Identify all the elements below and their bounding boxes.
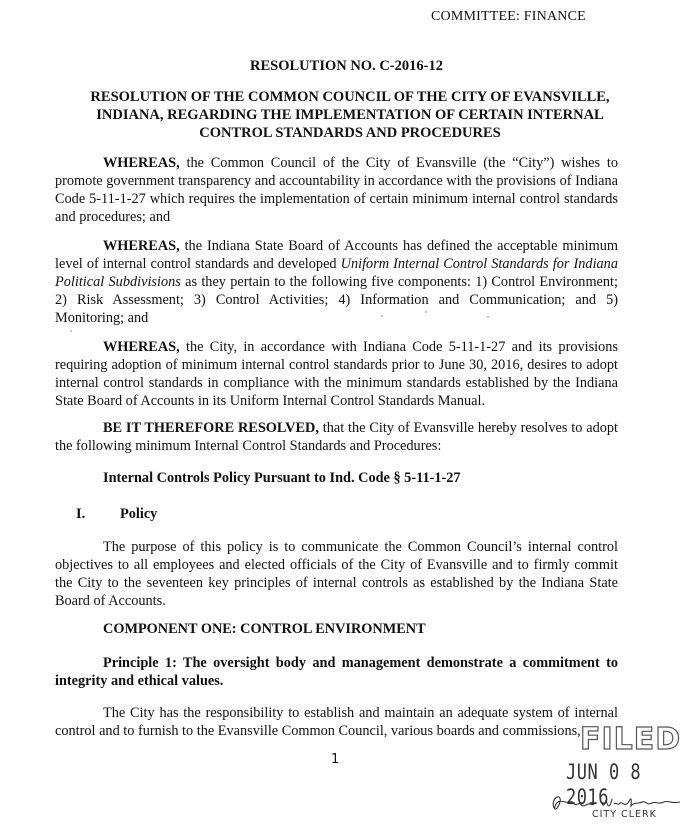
principle-heading: Principle 1: The oversight body and management demonstrate a commitment to integrity and ethical values. bbox=[55, 655, 618, 689]
whereas-text: the City, in accordance with Indiana Code 5-11-1-27 and its provisions requiring adoption of minimum internal control standards prior to June 30, 2016, desires to adopt internal control standards in compliance with the minimum standards established by the Indiana State Board of Accounts in its Uniform Internal Control Standards Manual. bbox=[55, 339, 618, 409]
title-line: INDIANA, REGARDING THE IMPLEMENTATION OF CERTAIN INTERNAL bbox=[96, 107, 604, 123]
component-heading: COMPONENT ONE: CONTROL ENVIRONMENT bbox=[103, 621, 426, 637]
policy-paragraph: The purpose of this policy is to communicate the Common Council’s internal control objectives to all employees and elected officials of the City of Evansville and to firmly commit the City to the seventeen key principles of internal controls as established by the Indiana State Board of Accounts. bbox=[55, 539, 618, 609]
city-clerk-label: CITY CLERK bbox=[592, 809, 657, 820]
resolved-lead: BE IT THEREFORE RESOLVED, bbox=[103, 420, 319, 436]
filed-stamp: FILED bbox=[580, 722, 682, 757]
whereas-lead: WHEREAS, bbox=[103, 155, 180, 171]
principle-paragraph: The City has the responsibility to establish and maintain an adequate system of internal control and to furnish to the Evansville Common Council, various boards and commissions, bbox=[55, 705, 618, 739]
whereas-text: as they pertain to the following five components: 1) Control Environment; 2) Risk Assessment; 3) Control Activities; 4) Information and Communication; and 5) Monitoring; and bbox=[55, 274, 618, 326]
filed-date: JUN 0 8 2016 bbox=[566, 760, 642, 810]
whereas-text: the Indiana State Board of Accounts has defined the acceptable minimum level of internal control standards and developed bbox=[55, 238, 618, 272]
page-number: 1 bbox=[331, 752, 340, 767]
title-line: RESOLUTION OF THE COMMON COUNCIL OF THE CITY OF EVANSVILLE, bbox=[90, 89, 610, 105]
section-number: I. bbox=[76, 506, 86, 522]
whereas-lead: WHEREAS, bbox=[103, 238, 180, 254]
policy-heading: Internal Controls Policy Pursuant to Ind. Code § 5-11-1-27 bbox=[103, 470, 461, 486]
resolved-text: that the City of Evansville hereby resolves to adopt the following minimum Internal Control Standards and Procedures: bbox=[55, 420, 619, 454]
whereas-lead: WHEREAS, bbox=[103, 339, 180, 355]
resolution-number: RESOLUTION NO. C-2016-12 bbox=[250, 58, 443, 74]
manual-title: Uniform Internal Control Standards for Indiana Political Subdivisions bbox=[55, 256, 618, 290]
committee-label: COMMITTEE: FINANCE bbox=[431, 9, 586, 24]
whereas-text: the Common Council of the City of Evansville (the “City”) wishes to promote government transparency and accountability in accordance with the provisions of Indiana Code 5-11-1-27 which requires the implementation of certain minimum internal control standards and procedures; and bbox=[55, 155, 618, 225]
title-line: CONTROL STANDARDS AND PROCEDURES bbox=[199, 125, 501, 141]
section-title: Policy bbox=[120, 506, 158, 522]
